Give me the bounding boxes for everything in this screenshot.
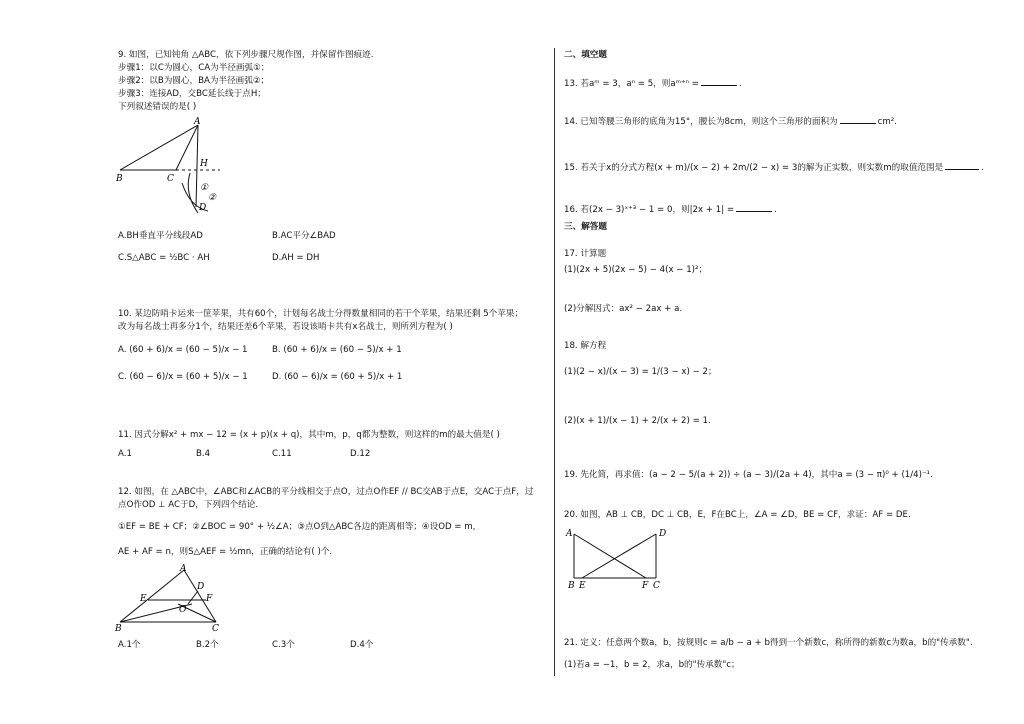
q11-stem: 11. 因式分解x² + mx − 12 = (x + p)(x + q)，其中m，p，q都为整数，则这样的m的最大值是( )	[118, 430, 500, 440]
q9-stem: 9. 如图，已知钝角 △ABC，依下列步骤尺规作图，并保留作图痕迹.	[118, 50, 374, 60]
q11-option-c: C.11	[272, 449, 292, 459]
q15-end: .	[981, 163, 984, 173]
section-fill-in-title: 二、填空题	[564, 50, 607, 60]
q10-line2: 改为每名战士再多分1个，结果还差6个苹果，若设该哨卡共有x名战士，则所列方程为( )	[118, 322, 453, 332]
q12-line4: AE + AF = n，则S△AEF = ½mn，正确的结论有( )个.	[118, 547, 333, 557]
q11-option-d: D.12	[350, 449, 371, 459]
q12-option-b: B.2个	[196, 640, 219, 650]
q9-option-d: D.AH = DH	[272, 253, 320, 263]
q15-text	[564, 161, 984, 174]
q9-step1: 步骤1：以C为圆心，CA为半径画弧①；	[118, 63, 270, 73]
q17-part1: (1)(2x + 5)(2x − 5) − 4(x − 1)²；	[564, 265, 708, 275]
q21-line1: 21. 定义：任意两个数a，b，按规则c = a/b − a + b得到一个新数c，称所得的新数c为数a，b的"传承数".	[564, 638, 973, 648]
q9-label-h: H	[200, 159, 208, 169]
q20-label-b: B	[568, 581, 575, 591]
q9-label-arc2: ②	[208, 193, 217, 203]
q12-option-d: D.4个	[350, 640, 374, 650]
q12-line2: 点O作OD ⊥ AC于D，下列四个结论.	[118, 500, 259, 510]
q12-label-e: E	[140, 594, 147, 604]
q11-option-b: B.4	[196, 449, 211, 459]
q14-stem: 14. 已知等腰三角形的底角为15°，腰长为8cm，则这个三角形的面积为	[564, 117, 838, 127]
q12-label-d: D	[197, 582, 205, 592]
q9-label-b: B	[116, 174, 123, 184]
q14-unit: cm².	[877, 117, 897, 127]
q20-label-c: C	[653, 581, 660, 591]
q10-option-c: C. (60 − 6)/x = (60 + 5)/x − 1	[118, 372, 248, 382]
q14-answer-blank[interactable]	[840, 115, 876, 124]
q12-label-f: F	[206, 594, 213, 604]
q16-text	[564, 203, 777, 216]
q10-option-b: B. (60 + 6)/x = (60 − 5)/x + 1	[272, 345, 402, 355]
q12-label-a: A	[180, 564, 187, 574]
q20-label-f: F	[642, 581, 649, 591]
q14-text	[564, 115, 897, 128]
q12-line1: 12. 如图，在 △ABC中，∠ABC和∠ACB的平分线相交于点O，过点O作EF // BC交AB于点E，交AC于点F，过	[118, 487, 534, 497]
q13-end: .	[738, 79, 742, 89]
q12-figure	[112, 564, 224, 634]
q17-part2: (2)分解因式：ax² − 2ax + a.	[564, 304, 683, 314]
q16-stem: 16. 若(2x − 3)ˣ⁺³ − 1 = 0，则|2x + 1| =	[564, 205, 735, 215]
q16-answer-blank[interactable]	[736, 203, 772, 212]
q10-line1: 10. 某边防哨卡运来一筐苹果，共有60个，计划每名战士分得数量相同的若干个苹果，结果还剩 5个苹果；	[118, 309, 524, 319]
q21-line2: (1)若a = −1，b = 2，求a，b的"传承数"c；	[564, 660, 740, 670]
q9-label-arc1: ①	[200, 183, 209, 193]
column-divider	[554, 48, 555, 676]
q9-step3: 步骤3：连接AD，交BC延长线于点H；	[118, 89, 266, 99]
q20-text: 20. 如图，AB ⊥ CB，DC ⊥ CB，E，F在BC上，∠A = ∠D，BE = CF，求证：AF = DE.	[564, 510, 911, 520]
q12-label-c: C	[212, 624, 219, 634]
q12-option-a: A.1个	[118, 640, 141, 650]
q13-answer-blank[interactable]	[701, 77, 737, 86]
q18-part1: (1)(2 − x)/(x − 3) = 1/(3 − x) − 2；	[564, 367, 717, 377]
q9-label-c: C	[167, 174, 174, 184]
q10-option-a: A. (60 + 6)/x = (60 − 5)/x − 1	[118, 345, 248, 355]
q20-label-a: A	[566, 529, 573, 539]
q10-option-d: D. (60 − 6)/x = (60 + 5)/x + 1	[272, 372, 403, 382]
section-answer-title: 三、解答题	[564, 222, 607, 232]
q9-ask: 下列叙述错误的是( )	[118, 102, 197, 112]
q12-label-o: O	[179, 605, 187, 615]
q15-stem: 15. 若关于x的分式方程(x + m)/(x − 2) + 2m/(2 − x) = 3的解为正实数，则实数m的取值范围是	[564, 163, 944, 173]
q20-label-e: E	[579, 581, 586, 591]
q11-option-a: A.1	[118, 449, 132, 459]
q9-label-a: A	[194, 117, 201, 127]
q13-stem: 13. 若aᵐ = 3，aⁿ = 5，则aᵐ⁺ⁿ =	[564, 79, 699, 89]
q16-end: .	[774, 205, 777, 215]
q9-figure	[112, 115, 224, 220]
q20-line-de	[582, 534, 656, 578]
q9-option-a: A.BH垂直平分线段AD	[118, 231, 203, 241]
q15-answer-blank[interactable]	[945, 161, 979, 170]
q9-option-c: C.S△ABC = ½BC · AH	[118, 253, 210, 263]
q13-text	[564, 77, 742, 90]
q20-label-d: D	[659, 529, 667, 539]
q9-line-ab	[120, 125, 198, 170]
q20-figure	[562, 526, 672, 592]
q20-line-af	[574, 534, 646, 578]
q18-title: 18. 解方程	[564, 341, 607, 351]
q18-part2: (2)(x + 1)/(x − 1) + 2/(x + 2) = 1.	[564, 416, 711, 426]
q12-line3: ①EF = BE + CF；②∠BOC = 90° + ½∠A；③点O到△ABC各边的距离相等；④设OD = m，	[118, 522, 482, 532]
q12-line-od	[188, 591, 198, 604]
q19-text: 19. 先化简，再求值：(a − 2 − 5/(a + 2)) ÷ (a − 3)/(2a + 4)，其中a = (3 − π)⁰ + (1/4)⁻¹.	[564, 470, 933, 480]
q9-option-b: B.AC平分∠BAD	[272, 231, 336, 241]
q12-label-b: B	[115, 624, 122, 634]
q9-step2: 步骤2：以B为圆心，BA为半径画弧②；	[118, 76, 270, 86]
q9-label-d: D	[199, 203, 207, 213]
q12-option-c: C.3个	[272, 640, 295, 650]
q17-title: 17. 计算题	[564, 249, 607, 259]
q9-line-ad	[196, 125, 198, 207]
